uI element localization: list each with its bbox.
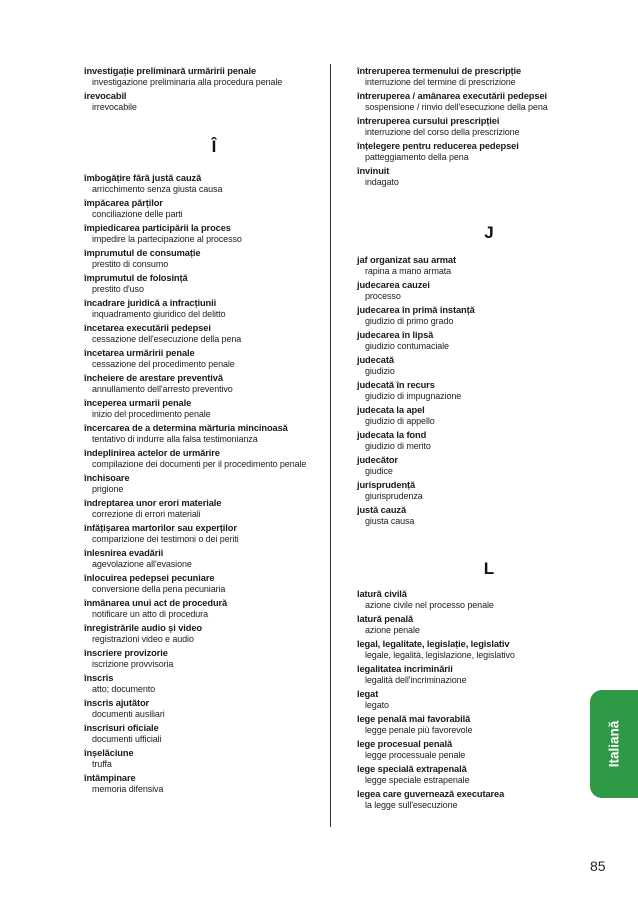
left-i-entries <box>84 173 316 795</box>
entry-translation: giudizio contumaciale <box>365 341 449 351</box>
glossary-entry <box>357 589 579 611</box>
glossary-entry <box>357 789 579 811</box>
glossary-entry <box>357 764 579 786</box>
entry-term: înscrisuri oficiale <box>84 723 159 733</box>
glossary-entry <box>357 430 579 452</box>
entry-translation: documenti ufficiali <box>92 734 162 744</box>
entry-term: legal, legalitate, legislație, legislativ <box>357 639 510 649</box>
entry-translation: truffa <box>92 759 112 769</box>
glossary-entry <box>357 614 579 636</box>
entry-term: înregistrările audio și video <box>84 623 202 633</box>
entry-translation: la legge sull'esecuzione <box>365 800 458 810</box>
glossary-entry <box>357 714 579 736</box>
entry-term: împiedicarea participării la proces <box>84 223 231 233</box>
entry-translation: inizio del procedimento penale <box>92 409 211 419</box>
glossary-entry <box>84 448 316 470</box>
entry-term: latură penală <box>357 614 414 624</box>
glossary-entry <box>357 66 579 88</box>
side-tab-label: Italiană <box>606 720 622 768</box>
glossary-entry <box>84 498 316 520</box>
glossary-entry <box>357 455 579 477</box>
entry-term: încadrare juridică a infracțiunii <box>84 298 217 308</box>
glossary-entry <box>84 573 316 595</box>
glossary-entry <box>357 91 579 113</box>
entry-term: împrumutul de consumație <box>84 248 201 258</box>
entry-term: judecată în recurs <box>357 380 435 390</box>
glossary-entry <box>84 66 316 88</box>
entry-translation: investigazione preliminaria alla procedura penale <box>92 77 283 87</box>
glossary-entry <box>84 748 316 770</box>
entry-translation: memoria difensiva <box>92 784 164 794</box>
entry-translation: giurisprudenza <box>365 491 423 501</box>
glossary-entry <box>357 480 579 502</box>
entry-translation: inquadramento giuridico del delitto <box>92 309 226 319</box>
entry-term: începerea urmarii penale <box>84 398 192 408</box>
right-top-entries <box>357 66 579 188</box>
entry-translation: legge penale più favorevole <box>365 725 473 735</box>
entry-translation: atto; documento <box>92 684 156 694</box>
entry-translation: prestito d'uso <box>92 284 144 294</box>
glossary-entry <box>84 723 316 745</box>
entry-translation: interruzione del termine di prescrizione <box>365 77 516 87</box>
entry-term: investigație preliminară urmăririi penale <box>84 66 257 76</box>
entry-translation: legalità dell'incriminazione <box>365 675 467 685</box>
glossary-entry <box>84 473 316 495</box>
glossary-entry <box>84 523 316 545</box>
glossary-entry <box>357 739 579 761</box>
section-letter-j: J <box>484 223 494 242</box>
entry-term: lege penală mai favorabilă <box>357 714 471 724</box>
glossary-entry <box>357 505 579 527</box>
glossary-entry <box>84 623 316 645</box>
column-divider <box>330 64 331 827</box>
entry-translation: impedire la partecipazione al processo <box>92 234 242 244</box>
entry-translation: giudizio di merito <box>365 441 431 451</box>
l-entries <box>357 589 579 811</box>
glossary-entry <box>357 116 579 138</box>
glossary-entry <box>357 689 579 711</box>
entry-translation: registrazioni video e audio <box>92 634 194 644</box>
entry-translation: giudizio di appello <box>365 416 435 426</box>
entry-translation: legge processuale penale <box>365 750 466 760</box>
glossary-entry <box>357 141 579 163</box>
glossary-entry <box>84 773 316 795</box>
entry-translation: giudizio di impugnazione <box>365 391 462 401</box>
entry-translation: iscrizione provvisoria <box>92 659 174 669</box>
right-column <box>357 66 579 814</box>
entry-term: înscris <box>84 673 114 683</box>
entry-translation: conciliazione delle parti <box>92 209 183 219</box>
glossary-entry <box>84 373 316 395</box>
entry-translation: conversione della pena pecuniaria <box>92 584 226 594</box>
entry-term: împăcarea părților <box>84 198 163 208</box>
entry-translation: azione civile nel processo penale <box>365 600 494 610</box>
glossary-entry <box>84 323 316 345</box>
entry-term: înmânarea unui act de procedură <box>84 598 228 608</box>
glossary-entry <box>84 348 316 370</box>
entry-translation: giudizio di primo grado <box>365 316 454 326</box>
language-side-tab <box>590 690 638 798</box>
entry-translation: prestito di consumo <box>92 259 169 269</box>
entry-term: îmbogățire fără justă cauză <box>84 173 202 183</box>
entry-term: judecata la fond <box>357 430 427 440</box>
glossary-entry <box>84 423 316 445</box>
glossary-entry <box>84 248 316 270</box>
glossary-entry <box>357 166 579 188</box>
entry-term: irevocabil <box>84 91 127 101</box>
entry-term: încetarea urmăririi penale <box>84 348 195 358</box>
entry-term: încercarea de a determina mărturia mincinoasă <box>84 423 288 433</box>
entry-term: legalitatea incriminării <box>357 664 453 674</box>
entry-translation: notificare un atto di procedura <box>92 609 208 619</box>
glossary-entry <box>357 255 579 277</box>
entry-translation: prigione <box>92 484 124 494</box>
entry-translation: azione penale <box>365 625 420 635</box>
section-letter-i: Î <box>211 137 217 156</box>
entry-term: împrumutul de folosință <box>84 273 188 283</box>
entry-term: încetarea executării pedepsei <box>84 323 211 333</box>
glossary-entry <box>357 280 579 302</box>
glossary-entry <box>357 664 579 686</box>
glossary-entry <box>84 273 316 295</box>
entry-term: înfățișarea martorilor sau experților <box>84 523 237 533</box>
entry-translation: sospensione / rinvio dell'esecuzione della pena <box>365 102 548 112</box>
entry-term: jurisprudență <box>357 480 416 490</box>
entry-translation: indagato <box>365 177 399 187</box>
entry-translation: rapina a mano armata <box>365 266 452 276</box>
entry-term: jaf organizat sau armat <box>357 255 456 265</box>
entry-term: legea care guvernează executarea <box>357 789 505 799</box>
entry-translation: annullamento dell'arresto preventivo <box>92 384 233 394</box>
entry-translation: patteggiamento della pena <box>365 152 469 162</box>
entry-term: înșelăciune <box>84 748 134 758</box>
entry-term: îndreptarea unor erori materiale <box>84 498 222 508</box>
entry-term: lege specială extrapenală <box>357 764 467 774</box>
entry-term: închisoare <box>84 473 130 483</box>
left-top-entries <box>84 66 316 113</box>
glossary-entry <box>84 198 316 220</box>
glossary-entry <box>357 380 579 402</box>
entry-translation: cessazione del procedimento penale <box>92 359 235 369</box>
glossary-entry <box>84 173 316 195</box>
entry-translation: comparizione dei testimoni o dei periti <box>92 534 239 544</box>
glossary-entry <box>84 548 316 570</box>
entry-term: judecător <box>357 455 398 465</box>
page-number: 85 <box>590 858 606 874</box>
glossary-entry <box>84 598 316 620</box>
glossary-entry <box>84 223 316 245</box>
entry-term: lege procesual penală <box>357 739 453 749</box>
entry-translation: agevolazione all'evasione <box>92 559 192 569</box>
entry-term: învinuit <box>357 166 390 176</box>
entry-translation: irrevocabile <box>92 102 137 112</box>
entry-translation: legale, legalità, legislazione, legislativo <box>365 650 515 660</box>
glossary-entry <box>84 298 316 320</box>
section-letter-l: L <box>483 559 495 578</box>
glossary-entry <box>357 639 579 661</box>
entry-term: judecarea în lipsă <box>357 330 434 340</box>
entry-translation: giudice <box>365 466 393 476</box>
entry-term: înscris ajutător <box>84 698 150 708</box>
j-entries <box>357 255 579 527</box>
entry-term: întreruperea / amânarea executării pedepsei <box>357 91 547 101</box>
entry-translation: arricchimento senza giusta causa <box>92 184 223 194</box>
entry-term: judecată <box>357 355 394 365</box>
entry-translation: tentativo di indurre alla falsa testimonianza <box>92 434 258 444</box>
entry-term: întreruperea termenului de prescripție <box>357 66 522 76</box>
glossary-entry <box>84 673 316 695</box>
entry-term: înlesnirea evadării <box>84 548 164 558</box>
entry-term: judecarea în primă instanță <box>357 305 475 315</box>
entry-translation: interruzione del corso della prescrizione <box>365 127 520 137</box>
glossary-entry <box>84 91 316 113</box>
glossary-entry <box>84 398 316 420</box>
glossary-entry <box>357 355 579 377</box>
entry-translation: processo <box>365 291 401 301</box>
entry-term: întreruperea cursului prescripției <box>357 116 500 126</box>
glossary-entry <box>84 698 316 720</box>
glossary-entry <box>357 305 579 327</box>
entry-translation: compilazione dei documenti per il procedimento penale <box>92 459 307 469</box>
entry-term: înscriere provizorie <box>84 648 168 658</box>
entry-term: legat <box>357 689 379 699</box>
entry-translation: legato <box>365 700 389 710</box>
entry-term: îndeplinirea actelor de urmărire <box>84 448 220 458</box>
glossary-entry <box>84 648 316 670</box>
entry-term: înțelegere pentru reducerea pedepsei <box>357 141 519 151</box>
entry-translation: correzione di errori materiali <box>92 509 201 519</box>
entry-translation: documenti ausiliari <box>92 709 165 719</box>
entry-term: latură civilă <box>357 589 407 599</box>
entry-translation: giusta causa <box>365 516 415 526</box>
entry-term: întâmpinare <box>84 773 136 783</box>
entry-term: încheiere de arestare preventivă <box>84 373 223 383</box>
entry-translation: cessazione dell'esecuzione della pena <box>92 334 242 344</box>
entry-term: judecata la apel <box>357 405 425 415</box>
glossary-entry <box>357 405 579 427</box>
glossary-entry <box>357 330 579 352</box>
entry-term: înlocuirea pedepsei pecuniare <box>84 573 215 583</box>
entry-term: justă cauză <box>357 505 407 515</box>
entry-term: judecarea cauzei <box>357 280 430 290</box>
entry-translation: legge speciale estrapenale <box>365 775 470 785</box>
entry-translation: giudizio <box>365 366 395 376</box>
left-column <box>84 66 316 798</box>
